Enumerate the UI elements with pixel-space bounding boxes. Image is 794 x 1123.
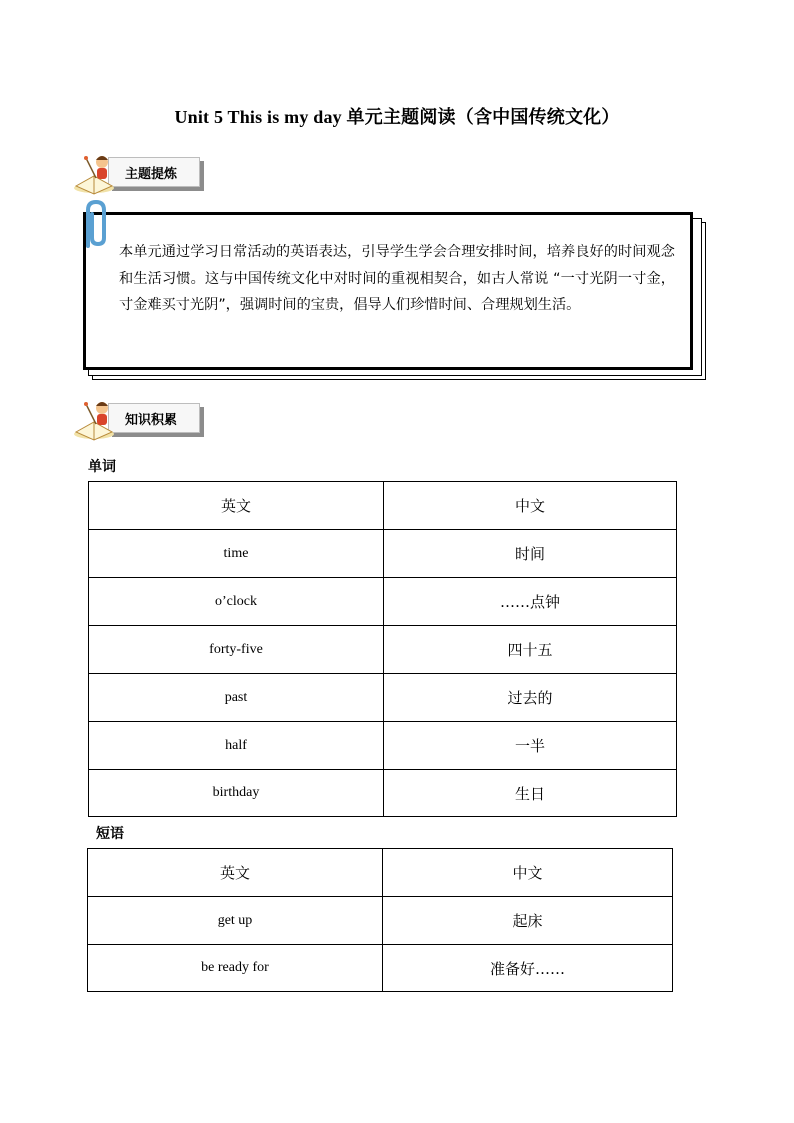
word-english: o’clock bbox=[89, 578, 384, 626]
reading-child-icon bbox=[72, 152, 120, 196]
header-english: 英文 bbox=[88, 849, 383, 897]
table-header-row bbox=[88, 849, 673, 897]
section-tag bbox=[108, 403, 200, 433]
phrase-english: get up bbox=[88, 897, 383, 945]
phrase-english: be ready for bbox=[88, 945, 383, 992]
phrase-chinese: 准备好…… bbox=[383, 945, 673, 992]
table-row bbox=[89, 674, 677, 722]
table-row bbox=[89, 530, 677, 578]
word-chinese: 生日 bbox=[384, 770, 677, 817]
theme-text: 本单元通过学习日常活动的英语表达，引导学生学会合理安排时间，培养良好的时间观念和生活习惯。这与中国传统文化中对时间的重视相契合，如古人常说 “一寸光阴一寸金，寸金难买寸光阴”，强调时间的宝贵，倡导人们珍惜时间、合理规划生活。 bbox=[119, 244, 675, 313]
page-title: Unit 5 This is my day 单元主题阅读（含中国传统文化） bbox=[174, 107, 620, 127]
phrases-label: 短语 bbox=[96, 826, 124, 842]
paperclip-icon bbox=[78, 198, 118, 250]
table-header-row bbox=[89, 482, 677, 530]
words-table bbox=[88, 481, 677, 817]
words-label: 单词 bbox=[88, 459, 116, 475]
section-label: 主题提炼 bbox=[125, 167, 178, 182]
table-row bbox=[89, 578, 677, 626]
word-chinese: 时间 bbox=[384, 530, 677, 578]
table-row bbox=[89, 722, 677, 770]
header-chinese: 中文 bbox=[384, 482, 677, 530]
table-row bbox=[89, 770, 677, 817]
table-row bbox=[88, 945, 673, 992]
word-english: time bbox=[89, 530, 384, 578]
word-chinese: 过去的 bbox=[384, 674, 677, 722]
theme-box bbox=[78, 198, 710, 384]
word-english: past bbox=[89, 674, 384, 722]
table-row bbox=[89, 626, 677, 674]
section-tag bbox=[108, 157, 200, 187]
header-chinese: 中文 bbox=[383, 849, 673, 897]
word-chinese: 一半 bbox=[384, 722, 677, 770]
section-header-theme bbox=[72, 152, 204, 198]
word-chinese: 四十五 bbox=[384, 626, 677, 674]
word-english: birthday bbox=[89, 770, 384, 817]
word-english: half bbox=[89, 722, 384, 770]
word-chinese: ……点钟 bbox=[384, 578, 677, 626]
header-english: 英文 bbox=[89, 482, 384, 530]
word-english: forty-five bbox=[89, 626, 384, 674]
table-row bbox=[88, 897, 673, 945]
phrase-chinese: 起床 bbox=[383, 897, 673, 945]
phrases-table bbox=[87, 848, 673, 992]
section-label: 知识积累 bbox=[125, 413, 178, 428]
reading-child-icon bbox=[72, 398, 120, 442]
section-header-knowledge bbox=[72, 398, 204, 444]
